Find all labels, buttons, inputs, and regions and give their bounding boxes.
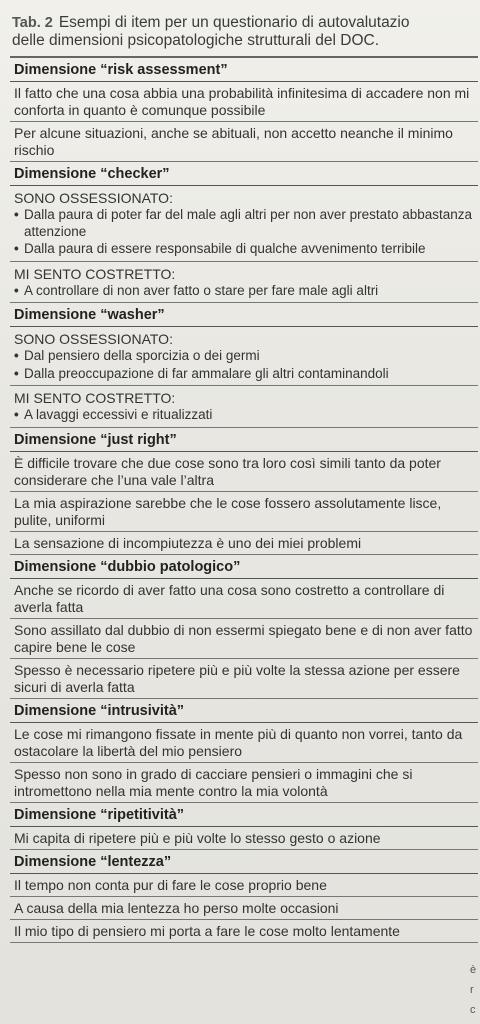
item-row: Spesso non sono in grado di cacciare pensieri o immagini che si intromettono nella mia mente contro la mia volontà [10, 763, 478, 803]
caption-line-2: delle dimensioni psicopatologiche strutturali del DOC. [12, 32, 380, 49]
bullet-item [10, 366, 478, 387]
section-header-risk-assessment: Dimensione “risk assessment” [10, 58, 478, 82]
item-row: Il tempo non conta pur di fare le cose proprio bene [10, 874, 478, 897]
margin-char: r [470, 984, 474, 996]
item-row: Le cose mi rimangono fissate in mente più di quanto non vorrei, tanto da ostacolare la libertà del mio pensiero [10, 723, 478, 763]
bullet-icon: • [14, 207, 19, 222]
bullet-text: Dalla paura di essere responsabile di qualche avvenimento terribile [24, 241, 426, 256]
section-header-just-right: Dimensione “just right” [10, 428, 478, 452]
item-row: Il fatto che una cosa abbia una probabilità infinitesima di accadere non mi conforta in quanto è comunque possibile [10, 82, 478, 122]
subheading-ossessionato: SONO OSSESSIONATO: [14, 331, 173, 347]
section-header-intrusivita: Dimensione “intrusività” [10, 699, 478, 723]
item-row: Per alcune situazioni, anche se abituali, non accetto neanche il minimo rischio [10, 122, 478, 162]
item-row: Spesso è necessario ripetere più e più volte la stessa azione per essere sicuri di averla fatta [10, 659, 478, 699]
bullet-icon: • [14, 348, 19, 363]
section-header-washer: Dimensione “washer” [10, 303, 478, 327]
caption-line-1: Esempi di item per un questionario di autovalutazio [58, 14, 410, 31]
section-header-dubbio-patologico: Dimensione “dubbio patologico” [10, 555, 478, 579]
margin-char: è [470, 964, 477, 976]
table-number: Tab. 2 [12, 15, 53, 31]
section-header-checker: Dimensione “checker” [10, 162, 478, 186]
section-header-ripetitivita: Dimensione “ripetitività” [10, 803, 478, 827]
item-row: Sono assillato dal dubbio di non essermi spiegato bene e di non aver fatto capire bene le cose [10, 619, 478, 659]
item-row: Il mio tipo di pensiero mi porta a fare le cose molto lentamente [10, 920, 478, 943]
bullet-icon: • [14, 365, 19, 381]
bullet-item [10, 207, 478, 241]
bullet-text: Dal pensiero della sporcizia o dei germi [24, 348, 260, 363]
item-row: La mia aspirazione sarebbe che le cose fossero assolutamente lisce, pulite, uniformi [10, 492, 478, 532]
section-header-lentezza: Dimensione “lentezza” [10, 850, 478, 874]
subheading-costretto: MI SENTO COSTRETTO: [14, 265, 176, 282]
bullet-text: A lavaggi eccessivi e ritualizzati [24, 407, 213, 422]
bullet-icon: • [14, 241, 19, 256]
bullet-icon: • [14, 282, 19, 298]
item-row: È difficile trovare che due cose sono tra loro così simili tanto da poter considerare che l’una vale l’altra [10, 452, 478, 492]
item-row: La sensazione di incompiutezza è uno dei miei problemi [10, 532, 478, 555]
item-row: Anche se ricordo di aver fatto una cosa sono costretto a controllare di averla fatta [10, 579, 478, 619]
subheading-costretto: MI SENTO COSTRETTO: [14, 390, 176, 406]
margin-char: c [470, 1004, 476, 1016]
bullet-text: Dalla paura di poter far del male agli altri per non aver prestato abbastanza attenzione [24, 207, 473, 239]
bullet-text: Dalla preoccupazione di far ammalare gli altri contaminandoli [24, 365, 389, 381]
item-row: Mi capita di ripetere più e più volte lo stesso gesto o azione [10, 827, 478, 850]
table-caption [0, 0, 480, 56]
bullet-text: A controllare di non aver fatto o stare per fare male agli altri [24, 282, 379, 298]
bullet-item [10, 283, 478, 304]
bullet-icon: • [14, 407, 19, 422]
bullet-item [10, 407, 478, 428]
bullet-item [10, 241, 478, 262]
subheading-ossessionato: SONO OSSESSIONATO: [14, 190, 173, 206]
items-table [10, 56, 478, 943]
bullet-item [10, 348, 478, 366]
adjacent-page-margin-text [470, 960, 478, 1020]
item-row: A causa della mia lentezza ho perso molte occasioni [10, 897, 478, 920]
